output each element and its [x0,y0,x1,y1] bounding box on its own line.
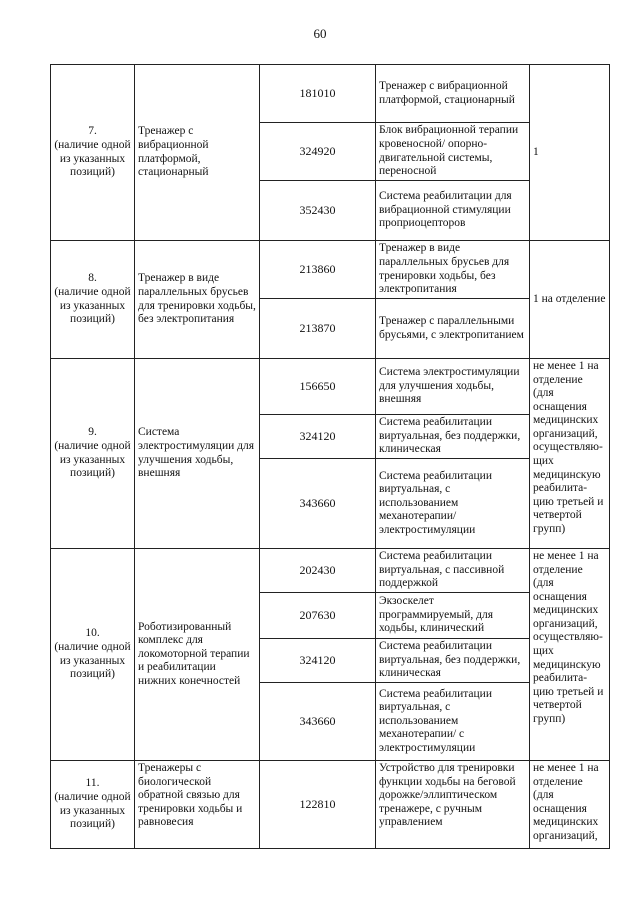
group-number: 10. [85,627,100,640]
equipment-code: 207630 [260,593,376,639]
group-condition: (наличие одной из указанных позиций) [54,790,131,831]
equipment-description: Блок вибрационной терапии кровеносной/ опорно-двигательной системы, переносной [376,123,530,181]
group-condition: (наличие одной из указанных позиций) [54,285,131,326]
equipment-code: 181010 [260,65,376,123]
equipment-description: Система электростимуляции для улучшения ходьбы, внешняя [376,359,530,415]
quantity: не менее 1 на отделение (для оснащения медицинских организаций, [530,761,610,849]
equipment-name: Тренажер с вибрационной платформой, стационарный [135,65,260,241]
equipment-code: 324120 [260,639,376,683]
group-number-cell [51,65,135,241]
quantity: не менее 1 на отделение (для оснащения медицинских организаций, осуществляю-щих медицинскую реабилита-цию третьей и четвертой групп) [530,549,610,761]
equipment-description: Система реабилитации виртуальная, без поддержки, клиническая [376,639,530,683]
equipment-description: Система реабилитации виртуальная, без поддержки, клиническая [376,415,530,459]
group-number-cell [51,241,135,359]
equipment-description: Тренажер с вибрационной платформой, стационарный [376,65,530,123]
group-condition: (наличие одной из указанных позиций) [54,439,131,480]
equipment-name: Система электростимуляции для улучшения ходьбы, внешняя [135,359,260,549]
table-row [51,241,610,299]
group-number: 9. [88,426,97,439]
equipment-code: 156650 [260,359,376,415]
equipment-description: Экзоскелет программируемый, для ходьбы, клинический [376,593,530,639]
page-number: 60 [313,26,327,41]
quantity: не менее 1 на отделение (для оснащения медицинских организаций, осуществляю-щих медицинскую реабилита-цию третьей и четвертой групп) [530,359,610,549]
group-number-cell [51,761,135,849]
equipment-code: 324920 [260,123,376,181]
equipment-code: 324120 [260,415,376,459]
group-number: 7. [88,125,97,138]
equipment-description: Устройство для тренировки функции ходьбы на беговой дорожке/эллиптическом тренажере, с ручным управлением [376,761,530,849]
equipment-table [50,64,610,849]
equipment-code: 352430 [260,181,376,241]
table-row [51,359,610,415]
group-number: 11. [85,777,100,790]
equipment-name: Тренажеры с биологической обратной связью для тренировки ходьбы и равновесия [135,761,260,849]
equipment-name: Роботизированный комплекс для локомоторной терапии и реабилитации нижних конечностей [135,549,260,761]
equipment-code: 202430 [260,549,376,593]
equipment-description: Система реабилитации виртуальная, с использованием механотерапии/ электростимуляции [376,459,530,549]
group-condition: (наличие одной из указанных позиций) [54,138,131,179]
group-condition: (наличие одной из указанных позиций) [54,640,131,681]
equipment-description: Тренажер в виде параллельных брусьев для тренировки ходьбы, без электропитания [376,241,530,299]
equipment-code: 343660 [260,683,376,761]
table-row [51,65,610,123]
table-row [51,549,610,593]
table-row [51,761,610,849]
equipment-description: Система реабилитации виртуальная, с использованием механотерапии/ с электростимуляции [376,683,530,761]
equipment-code: 213870 [260,299,376,359]
equipment-code: 122810 [260,761,376,849]
equipment-description: Тренажер с параллельными брусьями, с электропитанием [376,299,530,359]
equipment-description: Система реабилитации виртуальная, с пассивной поддержкой [376,549,530,593]
equipment-name: Тренажер в виде параллельных брусьев для тренировки ходьбы, без электропитания [135,241,260,359]
group-number-cell [51,359,135,549]
equipment-code: 343660 [260,459,376,549]
equipment-description: Система реабилитации для вибрационной стимуляции проприоцепторов [376,181,530,241]
equipment-code: 213860 [260,241,376,299]
group-number-cell [51,549,135,761]
group-number: 8. [88,272,97,285]
quantity: 1 на отделение [530,241,610,359]
quantity: 1 [530,65,610,241]
